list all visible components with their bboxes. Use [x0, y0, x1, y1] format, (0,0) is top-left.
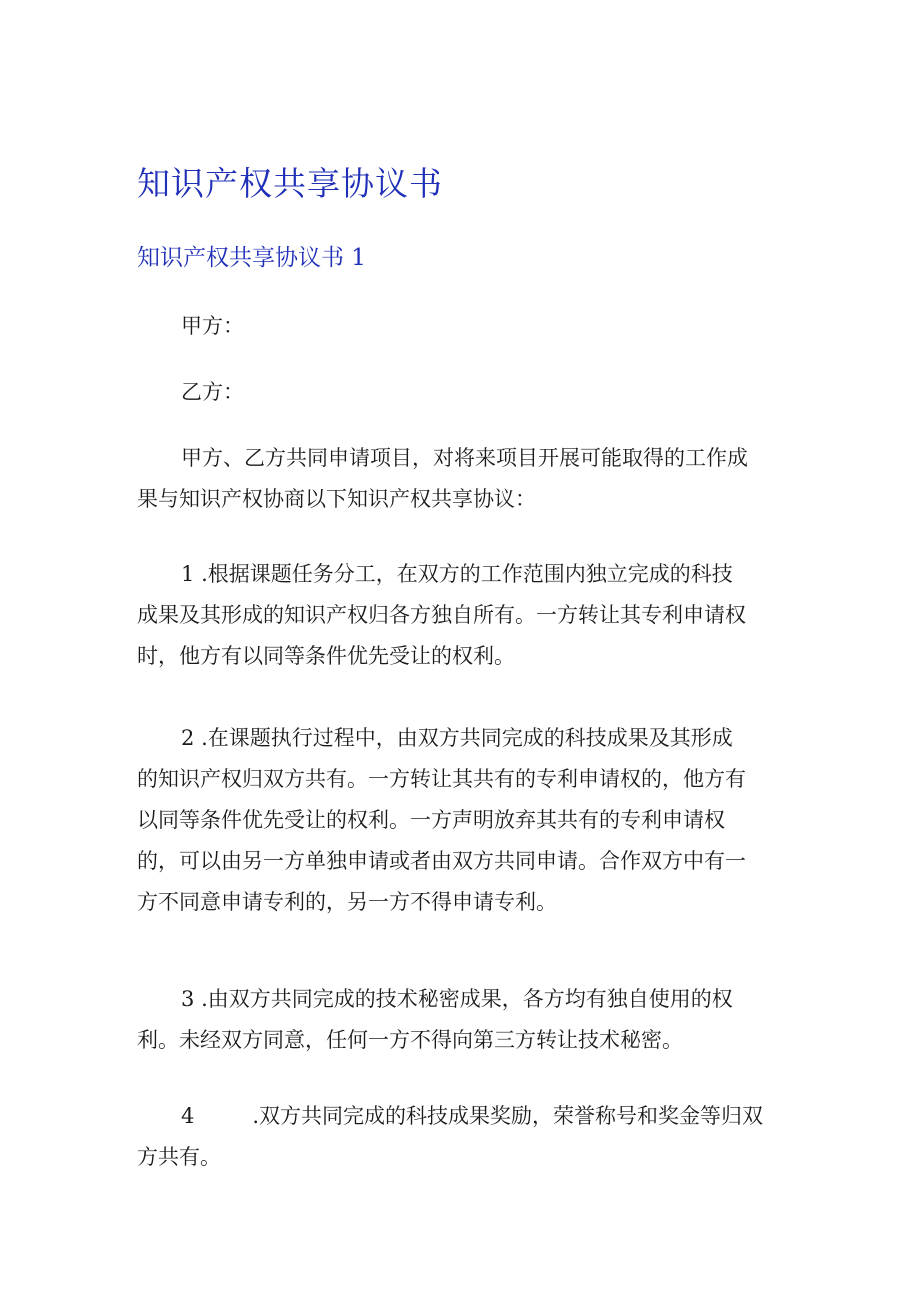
clause-line: 以同等条件优先受让的权利。一方声明放弃其共有的专利申请权 — [137, 808, 725, 832]
clause-text: .由双方共同完成的技术秘密成果，各方均有独自使用的权 — [201, 987, 733, 1011]
clause-3 — [137, 979, 787, 1061]
clause-2 — [137, 718, 787, 923]
clause-line: 利。未经双方同意，任何一方不得向第三方转让技术秘密。 — [137, 1028, 683, 1052]
clause-line: 方共有。 — [137, 1145, 221, 1169]
party-a-line — [137, 306, 787, 347]
clause-text: .在课题执行过程中，由双方共同完成的科技成果及其形成 — [201, 726, 733, 750]
clause-line: 方不同意申请专利的，另一方不得申请专利。 — [137, 890, 557, 914]
clause-line: 的知识产权归双方共有。一方转让其共有的专利申请权的，他方有 — [137, 767, 746, 791]
clause-first-line — [137, 554, 787, 595]
party-b-line — [137, 372, 787, 413]
clause-first-line — [137, 979, 787, 1020]
clause-line: 成果及其形成的知识产权归各方独自所有。一方转让其专利申请权 — [137, 603, 746, 627]
clause-number: 4 — [181, 1104, 195, 1128]
clause-number: 2 — [181, 726, 195, 750]
clause-first-line — [137, 1096, 787, 1137]
intro-paragraph — [137, 438, 787, 520]
clause-1 — [137, 554, 787, 677]
intro-line: 果与知识产权协商以下知识产权共享协议： — [137, 487, 536, 511]
section-heading: 知识产权共享协议书 1 — [137, 245, 366, 271]
clause-4 — [137, 1096, 787, 1178]
clause-line: 时，他方有以同等条件优先受让的权利。 — [137, 644, 515, 668]
clause-number: 1 — [181, 562, 195, 586]
party-b-label: 乙方： — [181, 380, 244, 404]
document-title: 知识产权共享协议书 — [137, 164, 443, 203]
clause-first-line — [137, 718, 787, 759]
clause-text: .双方共同完成的科技成果奖励，荣誉称号和奖金等归双 — [252, 1104, 764, 1128]
clause-text: .根据课题任务分工，在双方的工作范围内独立完成的科技 — [201, 562, 733, 586]
intro-line: 甲方、乙方共同申请项目，对将来项目开展可能取得的工作成 — [181, 446, 748, 470]
party-a-label: 甲方： — [181, 314, 244, 338]
clause-line: 的，可以由另一方单独申请或者由双方共同申请。合作双方中有一 — [137, 849, 746, 873]
clause-number: 3 — [181, 987, 195, 1011]
